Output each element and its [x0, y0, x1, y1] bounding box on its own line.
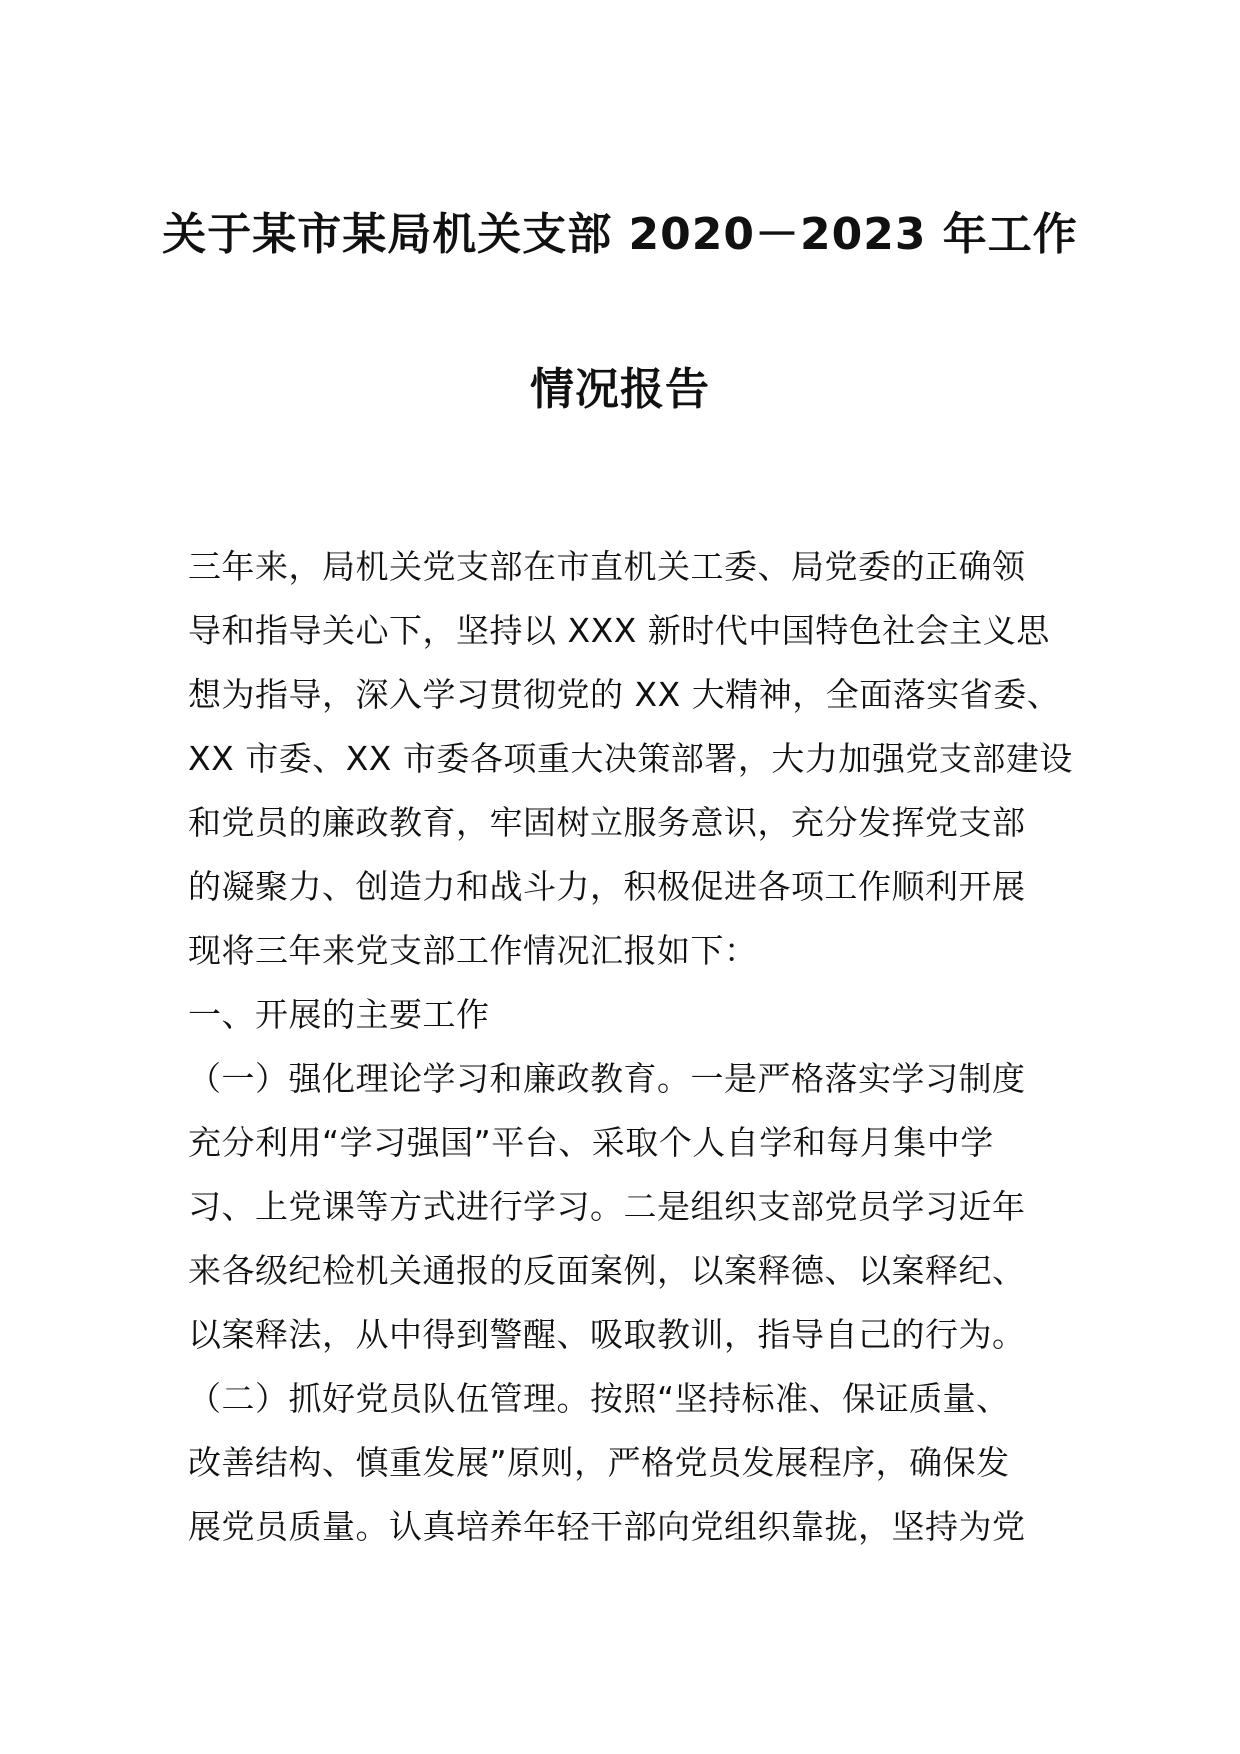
- document-title-line-2: 情况报告: [530, 364, 710, 415]
- body-line: 的凝聚力、创造力和战斗力，积极促进各项工作顺利开展: [188, 867, 1026, 906]
- section-heading: 一、开展的主要工作: [188, 995, 490, 1034]
- body-line: 想为指导，深入学习贯彻党的 XX 大精神，全面落实省委、: [188, 675, 1061, 714]
- body-line: （一）强化理论学习和廉政教育。一是严格落实学习制度: [188, 1059, 1026, 1098]
- body-line: XX 市委、XX 市委各项重大决策部署，大力加强党支部建设: [188, 739, 1073, 778]
- body-line: 展党员质量。认真培养年轻干部向党组织靠拢，坚持为党: [188, 1507, 1026, 1546]
- body-line: （二）抓好党员队伍管理。按照“坚持标准、保证质量、: [188, 1379, 1010, 1418]
- body-line: 充分利用“学习强国”平台、采取个人自学和每月集中学: [188, 1123, 994, 1162]
- body-line: 三年来，局机关党支部在市直机关工委、局党委的正确领: [188, 547, 1026, 586]
- body-line: 导和指导关心下，坚持以 XXX 新时代中国特色社会主义思: [188, 611, 1050, 650]
- body-line: 和党员的廉政教育，牢固树立服务意识，充分发挥党支部: [188, 803, 1026, 842]
- body-line: 改善结构、慎重发展”原则，严格党员发展程序，确保发: [188, 1443, 1010, 1482]
- document-title-line-1: 关于某市某局机关支部 2020－2023 年工作: [162, 209, 1078, 260]
- body-line: 来各级纪检机关通报的反面案例，以案释德、以案释纪、: [188, 1251, 1026, 1290]
- body-line: 习、上党课等方式进行学习。二是组织支部党员学习近年: [188, 1187, 1026, 1226]
- body-line: 现将三年来党支部工作情况汇报如下：: [188, 931, 758, 970]
- body-line: 以案释法，从中得到警醒、吸取教训，指导自己的行为。: [188, 1315, 1026, 1354]
